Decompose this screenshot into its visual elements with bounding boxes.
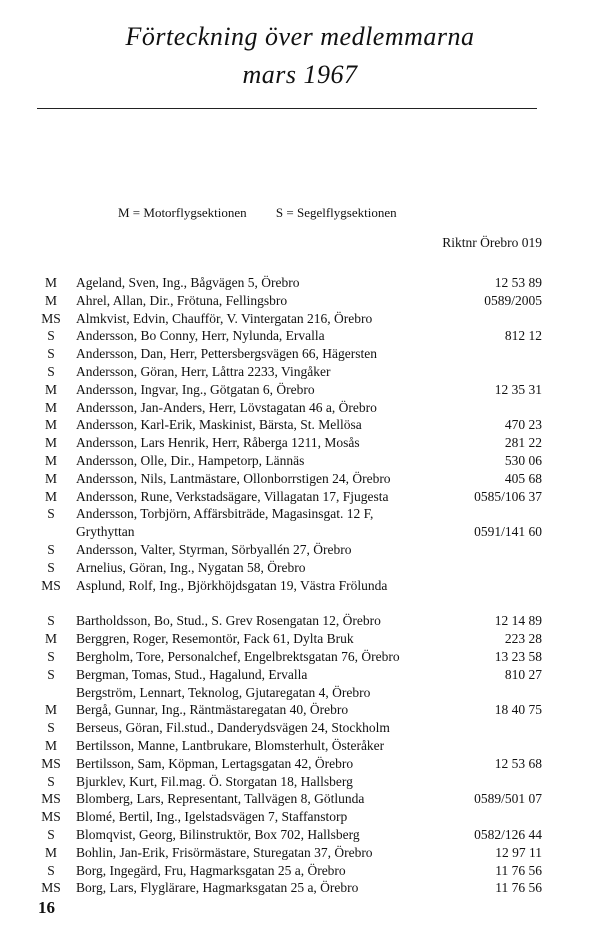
member-entry: Ageland, Sven, Ing., Bågvägen 5, Örebro bbox=[76, 275, 300, 290]
member-row bbox=[0, 666, 600, 684]
member-phone: 12 97 11 bbox=[495, 844, 542, 860]
member-entry: Andersson, Jan-Anders, Herr, Lövstagatan 46 a, Örebro bbox=[76, 399, 377, 415]
member-section: M bbox=[44, 631, 57, 647]
member-row bbox=[0, 381, 600, 399]
member-section: MS bbox=[41, 791, 61, 807]
member-phone: 12 53 68 bbox=[494, 755, 542, 771]
member-entry: Berseus, Göran, Fil.stud., Danderydsvägen 24, Stockholm bbox=[76, 720, 390, 736]
member-row bbox=[0, 505, 600, 523]
member-row bbox=[0, 559, 600, 577]
member-entry: Bergholm, Tore, Personalchef, Engelbrektsgatan 76, Örebro bbox=[76, 649, 400, 664]
member-entry: Ahrel, Allan, Dir., Frötuna, Fellingsbro bbox=[76, 292, 288, 308]
member-entry: Andersson, Ingvar, Ing., Götgatan 6, Örebro bbox=[76, 381, 315, 397]
member-row bbox=[0, 292, 600, 310]
member-row bbox=[0, 577, 600, 595]
member-section: S bbox=[47, 666, 55, 682]
member-entry: Bohlin, Jan-Erik, Frisörmästare, Sturegatan 37, Örebro bbox=[76, 844, 373, 860]
member-entry: Andersson, Karl-Erik, Maskinist, Bärsta, St. Mellösa bbox=[76, 417, 362, 433]
member-row bbox=[0, 648, 600, 666]
member-row bbox=[0, 826, 600, 844]
member-section: S bbox=[47, 773, 55, 789]
member-phone: 0589/501 07 bbox=[474, 791, 542, 807]
member-row bbox=[0, 862, 600, 880]
page-subtitle: mars 1967 bbox=[242, 60, 358, 89]
member-section: M bbox=[44, 702, 57, 718]
member-section: S bbox=[47, 559, 55, 575]
member-section: S bbox=[47, 862, 55, 878]
member-phone: 812 12 bbox=[504, 328, 542, 344]
legend-motorflyg: M = Motorflygsektionen bbox=[118, 205, 247, 220]
member-row bbox=[0, 363, 600, 381]
member-entry: Andersson, Torbjörn, Affärsbiträde, Magasinsgat. 12 F, bbox=[76, 506, 374, 522]
member-row bbox=[0, 488, 600, 506]
member-row bbox=[0, 719, 600, 737]
member-phone: 281 22 bbox=[504, 435, 542, 451]
member-row bbox=[0, 345, 600, 363]
member-entry: Almkvist, Edvin, Chaufför, V. Vintergatan 216, Örebro bbox=[76, 310, 373, 326]
member-section: S bbox=[47, 328, 55, 344]
member-entry: Blomé, Bertil, Ing., Igelstadsvägen 7, Staffanstorp bbox=[76, 809, 348, 825]
member-phone: 11 76 56 bbox=[495, 880, 542, 896]
member-row bbox=[0, 737, 600, 755]
member-entry: Andersson, Dan, Herr, Pettersbergsvägen 66, Hägersten bbox=[76, 346, 378, 362]
member-phone: 223 28 bbox=[504, 631, 542, 647]
member-phone: 0585/106 37 bbox=[474, 488, 542, 504]
member-entry: Borg, Ingegärd, Fru, Hagmarksgatan 25 a, Örebro bbox=[76, 862, 346, 878]
member-entry: Bergman, Tomas, Stud., Hagalund, Ervalla bbox=[76, 666, 308, 682]
member-entry: Bergå, Gunnar, Ing., Räntmästaregatan 40, Örebro bbox=[76, 702, 349, 718]
member-section: S bbox=[47, 649, 55, 664]
member-section: S bbox=[47, 346, 55, 362]
member-section: MS bbox=[41, 809, 61, 825]
member-entry: Bertilsson, Sam, Köpman, Lertagsgatan 42, Örebro bbox=[76, 755, 354, 771]
member-entry: Andersson, Lars Henrik, Herr, Råberga 1211, Mosås bbox=[76, 435, 360, 451]
member-phone: 18 40 75 bbox=[494, 702, 542, 718]
member-row bbox=[0, 541, 600, 559]
member-row bbox=[0, 452, 600, 470]
member-phone: 13 23 58 bbox=[494, 649, 542, 664]
page-title: Förteckning över medlemmarna bbox=[125, 22, 475, 51]
member-section: M bbox=[44, 844, 57, 860]
member-entry: Berggren, Roger, Resemontör, Fack 61, Dylta Bruk bbox=[76, 631, 354, 647]
member-section: S bbox=[47, 720, 55, 736]
member-row bbox=[0, 808, 600, 826]
legend-segelflyg: S = Segelflygsektionen bbox=[275, 205, 397, 220]
member-phone: 810 27 bbox=[504, 666, 542, 682]
member-entry: Andersson, Olle, Dir., Hampetorp, Lännäs bbox=[76, 453, 305, 468]
member-entry: Bertilsson, Manne, Lantbrukare, Blomsterhult, Österåker bbox=[76, 738, 385, 753]
member-entry: Bjurklev, Kurt, Fil.mag. Ö. Storgatan 18, Hallsberg bbox=[76, 773, 353, 789]
member-section: M bbox=[44, 381, 57, 397]
member-row bbox=[0, 630, 600, 648]
member-section: MS bbox=[41, 755, 61, 771]
member-entry: Bergström, Lennart, Teknolog, Gjutaregatan 4, Örebro bbox=[76, 684, 371, 700]
member-entry: Andersson, Göran, Herr, Låttra 2233, Vingåker bbox=[76, 364, 331, 379]
member-entry: Borg, Lars, Flyglärare, Hagmarksgatan 25 a, Örebro bbox=[76, 880, 359, 896]
member-section: S bbox=[47, 364, 55, 379]
page-number: 16 bbox=[38, 898, 55, 917]
member-entry: Arnelius, Göran, Ing., Nygatan 58, Örebro bbox=[76, 559, 306, 575]
section-legend bbox=[118, 205, 397, 221]
member-section: M bbox=[44, 417, 57, 433]
member-row bbox=[0, 684, 600, 702]
member-row bbox=[0, 434, 600, 452]
member-section: S bbox=[47, 827, 55, 842]
title-divider bbox=[37, 108, 537, 109]
member-phone: 470 23 bbox=[504, 417, 542, 433]
member-phone: 12 35 31 bbox=[494, 381, 542, 397]
member-section: S bbox=[47, 506, 55, 522]
member-section: MS bbox=[41, 577, 61, 593]
member-row bbox=[0, 755, 600, 773]
member-section: MS bbox=[41, 310, 61, 326]
member-section: MS bbox=[41, 880, 61, 896]
member-row bbox=[0, 310, 600, 328]
member-row bbox=[0, 612, 600, 630]
member-row bbox=[0, 879, 600, 897]
member-row bbox=[0, 790, 600, 808]
member-entry: Andersson, Nils, Lantmästare, Ollonborrstigen 24, Örebro bbox=[76, 470, 391, 486]
member-row bbox=[0, 470, 600, 488]
member-section: M bbox=[44, 488, 57, 504]
member-phone: 0591/141 60 bbox=[474, 524, 542, 540]
member-phone: 530 06 bbox=[504, 453, 542, 468]
member-row bbox=[0, 701, 600, 719]
member-entry: Grythyttan bbox=[76, 524, 135, 540]
member-phone: 12 14 89 bbox=[494, 613, 542, 629]
member-row bbox=[0, 844, 600, 862]
member-entry: Bartholdsson, Bo, Stud., S. Grev Rosengatan 12, Örebro bbox=[76, 613, 381, 629]
member-section: M bbox=[44, 470, 57, 486]
member-entry: Andersson, Valter, Styrman, Sörbyallén 27, Örebro bbox=[76, 542, 352, 557]
area-code: Riktnr Örebro 019 bbox=[442, 235, 542, 250]
member-section: S bbox=[47, 613, 55, 629]
member-section: M bbox=[44, 453, 57, 468]
member-entry: Andersson, Bo Conny, Herr, Nylunda, Ervalla bbox=[76, 328, 325, 344]
member-section: S bbox=[47, 542, 55, 557]
member-section: M bbox=[44, 738, 57, 753]
member-section: M bbox=[44, 275, 57, 290]
member-row bbox=[0, 523, 600, 541]
member-row bbox=[0, 399, 600, 417]
member-phone: 405 68 bbox=[504, 470, 542, 486]
member-entry: Blomqvist, Georg, Bilinstruktör, Box 702, Hallsberg bbox=[76, 827, 360, 842]
member-row bbox=[0, 773, 600, 791]
member-phone: 0582/126 44 bbox=[474, 827, 542, 842]
member-entry: Andersson, Rune, Verkstadsägare, Villagatan 17, Fjugesta bbox=[76, 488, 389, 504]
member-row bbox=[0, 327, 600, 345]
member-row bbox=[0, 416, 600, 434]
member-entry: Asplund, Rolf, Ing., Björkhöjdsgatan 19, Västra Frölunda bbox=[76, 577, 388, 593]
member-phone: 11 76 56 bbox=[495, 862, 542, 878]
member-section: M bbox=[44, 292, 57, 308]
member-row bbox=[0, 274, 600, 292]
member-section: M bbox=[44, 435, 57, 451]
member-phone: 12 53 89 bbox=[494, 275, 542, 290]
member-phone: 0589/2005 bbox=[484, 292, 542, 308]
member-section: M bbox=[44, 399, 57, 415]
member-entry: Blomberg, Lars, Representant, Tallvägen 8, Götlunda bbox=[76, 791, 365, 807]
